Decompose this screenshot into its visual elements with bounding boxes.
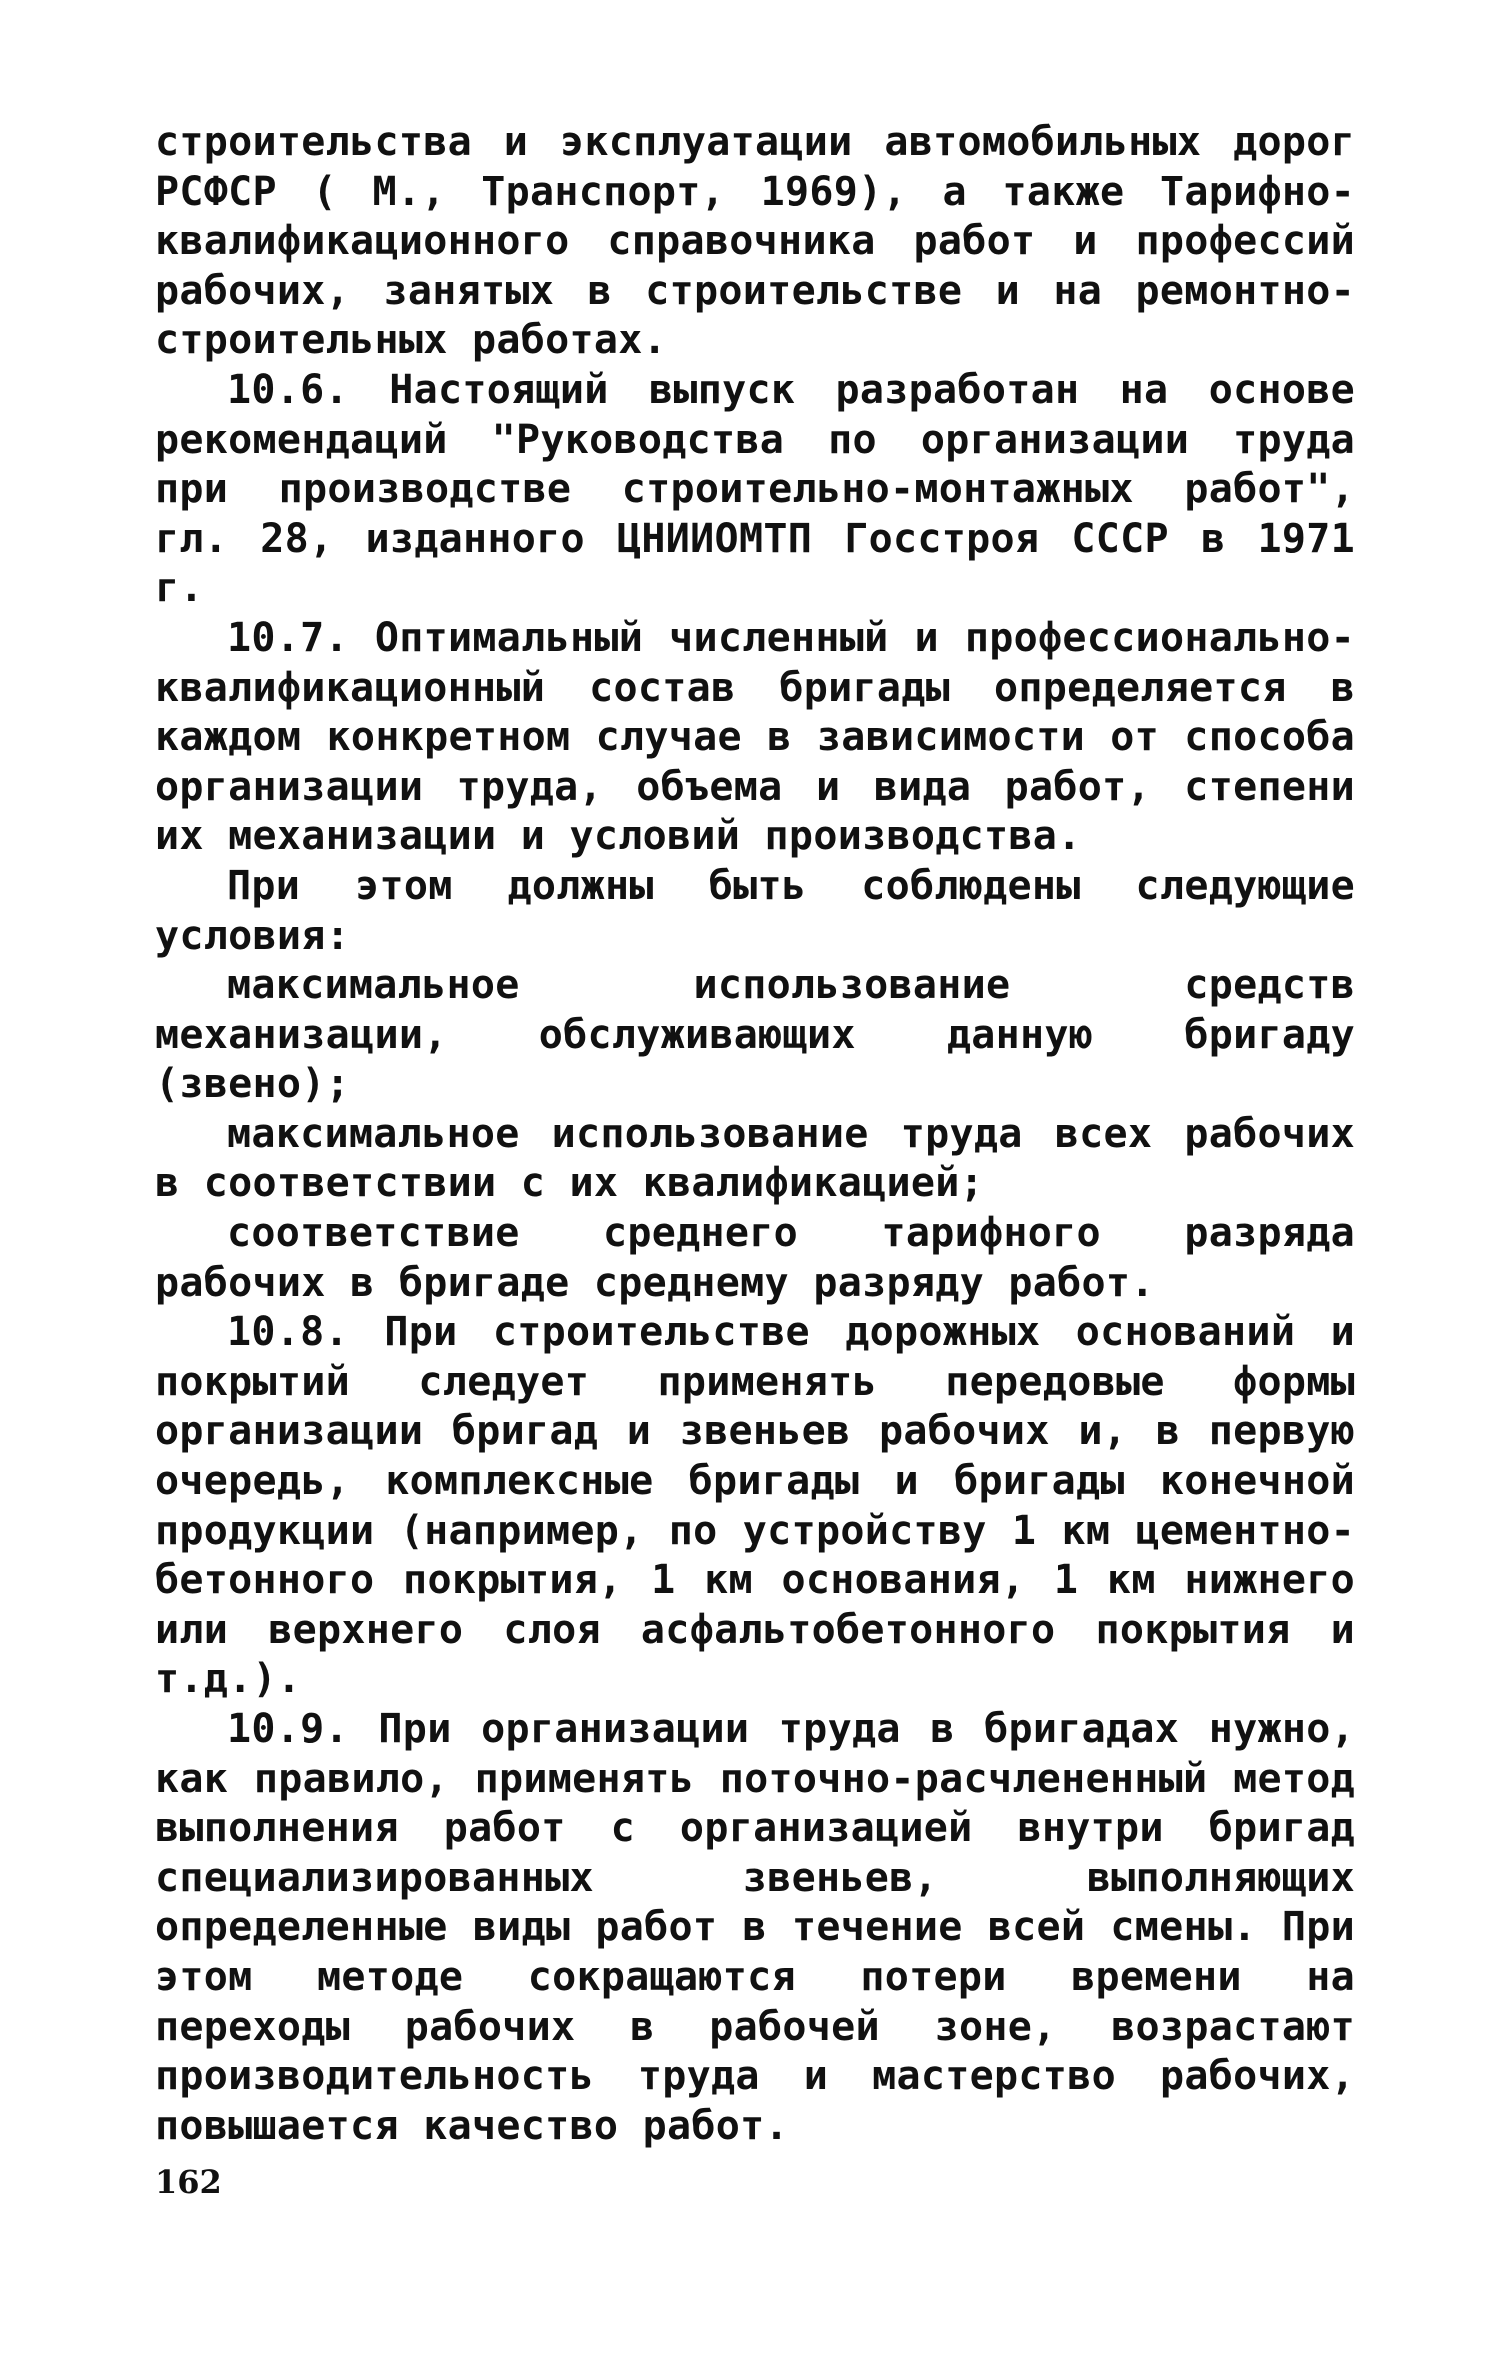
paragraph-10-6: 10.6. Настоящий выпуск разработан на основе рекомендаций "Руководства по организации труда при производстве строительно-монтажных работ", гл. 28, изданного ЦНИИОМТП Госстроя СССР в 1971 г. — [155, 366, 1355, 612]
body-text — [155, 118, 1355, 2151]
page-number: 162 — [155, 2163, 222, 2201]
paragraph-continuation: строительства и эксплуатации автомобильных дорог РСФСР ( М., Транспорт, 1969), а также Тарифно-квалификационного справочника работ и профессий рабочих, занятых в строительстве и на ремонтно-строительных работах. — [155, 119, 1355, 364]
condition-item: максимальное использование труда всех рабочих в соответствии с их квалификацией; — [155, 1110, 1355, 1207]
paragraph-10-8: 10.8. При строительстве дорожных оснований и покрытий следует применять передовые формы организации бригад и звеньев рабочих и, в первую очередь, комплексные бригады и бригады конечной продукции (например, по устройству 1 км цементно-бетонного покрытия, 1 км основания, 1 км нижнего или верхнего слоя асфальтобетонного покрытия и т.д.). — [155, 1309, 1355, 1703]
condition-item: максимальное использование средств механизации, обслуживающих данную бригаду (звено); — [155, 962, 1355, 1108]
paragraph-10-7: 10.7. Оптимальный численный и профессионально-квалификационный состав бригады определяется в каждом конкретном случае в зависимости от способа организации труда, объема и вида работ, степени их механизации и условий производства. — [155, 614, 1355, 860]
condition-item: соответствие среднего тарифного разряда рабочих в бригаде среднему разряду работ. — [155, 1210, 1355, 1306]
paragraph-10-9: 10.9. При организации труда в бригадах нужно, как правило, применять поточно-расчлененный метод выполнения работ с организацией внутри бригад специализированных звеньев, выполняющих определенные виды работ в течение всей смены. При этом методе сокращаются потери времени на переходы рабочих в рабочей зоне, возрастают производительность труда и мастерство рабочих, повышается качество работ. — [155, 1706, 1355, 2149]
paragraph-conditions-intro: При этом должны быть соблюдены следующие условия: — [155, 862, 1355, 959]
